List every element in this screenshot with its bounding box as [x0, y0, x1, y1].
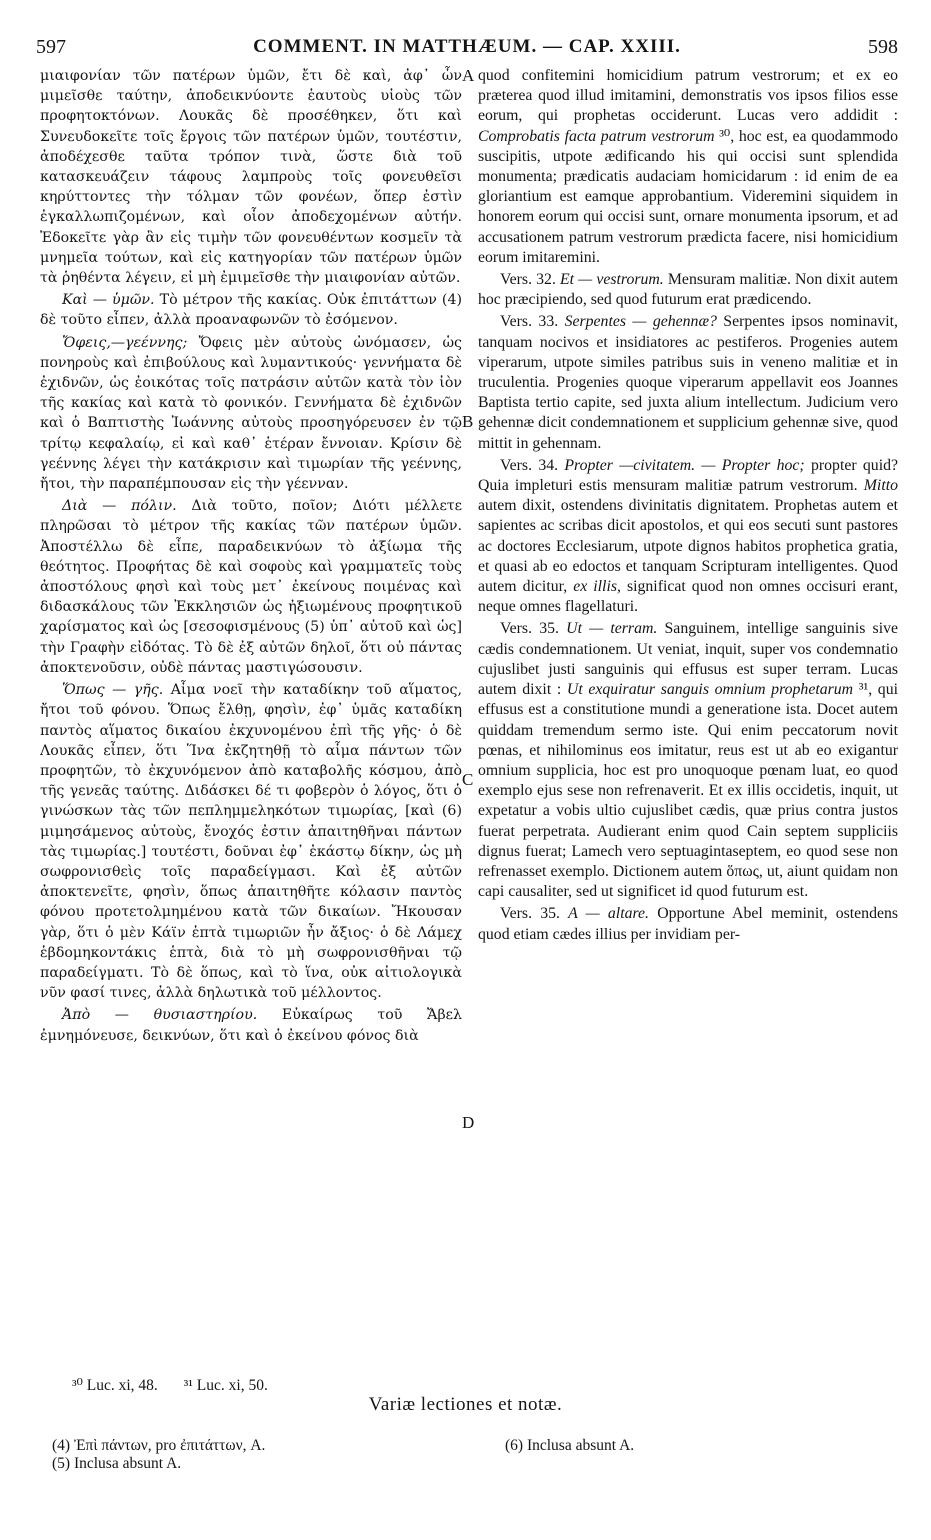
greek-paragraph-4 — [40, 496, 462, 678]
greek-text-6: Εὐκαίρως τοῦ Ἄβελ ἐμνημόνευσε, δεικνύων, ὅτι καὶ ὁ ἐκείνου φόνος διὰ — [40, 1007, 462, 1044]
latin-text-4b: autem dixit, ostendens divinitatis dignitatem. Prophetas autem et sapientes ac scribas dicit apostolos, et qui eos secuti sunt pastores ac doctores Ecclesiarum, utpote dignos habitos prophetica gratia, et quasi ab eo edoctos et tanquam Scripturam intelligentes. Quod autem dicitur, — [478, 497, 898, 596]
footnote-ref-31: ³¹ — [853, 681, 869, 699]
greek-paragraph-1: μιαιφονίαν τῶν πατέρων ὑμῶν, ἔτι δὲ καὶ, ἀφ᾽ ὧν μιμεῖσθε ταύτην, ἀποδεικνύοντε ἑαυτοὺς υἱοὺς τῶν προφητοκτόνων. Λουκᾶς δὲ προσέθηκεν, ὅτι καὶ Συνευδοκεῖτε τοῖς ἔργοις τῶν πατέρων ὑμῶν, τουτέστιν, ἀποδέχεσθε ταῦτα τρόπον τινὰ, ὥστε διὰ τοῦ κατασκευάζειν τάφους λαμπροὺς τοῖς φονευθεῖσι κηρύττοντες τὴν τόλμαν τῶν φονέων, ὅπερ ἐστὶν ἐγκαλλωπιζομένων, καὶ οἷον ἀποδεχομένων αὐτήν. Ἐδοκεῖτε γὰρ ἂν εἰς τιμὴν τῶν φονευθέντων κοσμεῖν τὰ μνημεῖα τούτων, καὶ εἰς κατηγορίαν τῶν πατέρων ὑμῶν τὰ ῥηθέντα λέγειν, εἰ μὴ ἐμιμεῖσθε τὴν μιαιφονίαν αὐτῶν. — [40, 68, 462, 287]
page-number-left: 597 — [36, 36, 66, 58]
latin-paragraph-1 — [478, 66, 898, 268]
latin-vers-6: Vers. 35. — [500, 905, 569, 923]
margin-marker-c: C — [462, 770, 474, 789]
latin-text-6: Opportune Abel meminit, ostendens quod etiam cædes illius per invidiam per- — [478, 905, 898, 943]
greek-lemma-4: Διὰ — πόλιν. — [62, 498, 177, 515]
latin-quote-1: Comprobatis facta patrum vestrorum — [478, 127, 715, 145]
greek-paragraph-6 — [40, 1005, 462, 1045]
greek-paragraph-5 — [40, 680, 462, 1003]
latin-text-2: Mensuram malitiæ. Non dixit autem hoc præcipiendo, sed quod futurum erat prædicendo. — [478, 271, 898, 309]
greek-paragraph-2 — [40, 290, 462, 330]
margin-marker-d: D — [462, 1113, 475, 1132]
greek-text-2: Τὸ μέτρον τῆς κακίας. Οὐκ ἐπιτάττων (4) δὲ τοῦτο εἶπεν, ἀλλὰ προαναφωνῶν τὸ ἐσόμενον. — [40, 292, 462, 329]
page-number-right: 598 — [868, 36, 898, 58]
footnote-30: ³⁰ Luc. xi, 48. — [72, 1377, 158, 1394]
variant-notes-right — [505, 1437, 634, 1455]
latin-text-3: Serpentes ipsos nominavit, tanquam nocivos et insidiatores ac pestiferos. Progenies autem viperarum, utpote similes patribus suis in veneno malitiæ et in truculentia. Progenies quoque viperarum appellavit eos Joannes Baptista tertio capite, sed juxta alium intellectum. Judicium vero gehennæ dicit condemnationem et supplicium gehennæ sive, quod mittit in gehennam. — [478, 313, 898, 452]
latin-paragraph-3 — [478, 312, 898, 453]
latin-lemma-2: Et — vestrorum. — [560, 271, 664, 289]
latin-vers-4: Vers. 34. — [500, 456, 565, 474]
latin-vers-2: Vers. 32. — [500, 271, 561, 289]
latin-text-5b: , qui effusus est a constitutione mundi a generatione ista. Docet autem quiddam tremendum sermo iste. Qui enim peccatorum novit pœnas, et nihilominus eos imitatur, reus est ut ab eo exigantur omnium supplicia, hoc est pro unoquoque pœnam luat, eo quod exemplo ejus sese non refrenaverit. Et ex illis occidetis, inquit, ut expetatur a vobis ultio cujuslibet cædis, quæ prius contra justos fuerat perpetrata. Audierant enim quod Cain septem suppliciis dignus fuerat; Lamech vero septuagintaseptem, eo quod sese non refrenasset exemplo. Dictionem autem ὅπως, ut, aiunt quidam non capi causaliter, sed ut significet id quod futurum est. — [478, 681, 898, 901]
latin-paragraph-2 — [478, 270, 898, 310]
latin-lemma-5: Ut — terram. — [566, 620, 658, 638]
latin-paragraph-5 — [478, 619, 898, 902]
variant-note-5: (5) Inclusa absunt A. — [52, 1455, 182, 1472]
latin-lemma-3: Serpentes — gehennæ? — [564, 313, 717, 331]
latin-lemma-6: A — altare. — [568, 905, 650, 923]
latin-paragraph-6 — [478, 904, 898, 944]
greek-text-3: Ὄφεις μὲν αὐτοὺς ὠνόμασεν, ὡς πονηροὺς καὶ ἐπιβούλους καὶ λυμαντικούς· γεννήματα δὲ ἐχιδνῶν, ὡς ἐοικότας τοῖς πατράσιν αὐτῶν κατὰ τὸν ἰὸν τῆς κακίας καὶ κατὰ τὸ φονικόν. Γεννήματα δὲ ἐχιδνῶν καὶ ὁ Βαπτιστὴς Ἰωάννης αὐτοὺς προσηγόρευσεν ἐν τῷ τρίτῳ κεφαλαίῳ, εἰ καὶ καθ᾽ ἑτέραν ἔννοιαν. Κρίσιν δὲ γεέννης λέγει τὴν κατάκρισιν καὶ τιμωρίαν τῆς γεέννης, ἤτοι, τὴν παραπέμπουσαν εἰς τὴν γέενναν. — [40, 334, 462, 493]
latin-ex-illis: ex illis, — [573, 578, 621, 596]
running-title: COMMENT. IN MATTHÆUM. — CAP. XXIII. — [253, 36, 681, 57]
margin-marker-a: A — [462, 66, 475, 85]
variae-lectiones-heading: Variæ lectiones et notæ. — [368, 1394, 563, 1415]
latin-text-4c: significat quod non omnes occisuri erant, neque omnes flagellaturi. — [478, 578, 898, 616]
greek-lemma-5: Ὅπως — γῆς. — [62, 682, 164, 699]
latin-text-5a: Sanguinem, intellige sanguinis sive cædis condemnationem. Ut veniat, inquit, super vos condemnatio cujuslibet justi sanguinis qui effusus est super terram. Lucas autem dixit : — [478, 620, 898, 699]
latin-vers-5: Vers. 35. — [500, 620, 567, 638]
latin-text-4a: propter quid? Quia impleturi estis mensuram malitiæ patrum vestrorum. — [478, 456, 898, 495]
greek-lemma-6: Ἀπὸ — θυσιαστηρίου. — [62, 1007, 258, 1024]
variant-note-6: (6) Inclusa absunt A. — [505, 1437, 635, 1454]
greek-lemma-3: Ὄφεις,—γεέννης; — [62, 334, 188, 351]
greek-column — [40, 66, 462, 1354]
margin-marker-b: B — [462, 412, 474, 431]
greek-text-5: Αἷμα νοεῖ τὴν καταδίκην τοῦ αἵματος, ἤτοι τοῦ φόνου. Ὅπως ἔλθῃ, φησὶν, ἐφ᾽ ὑμᾶς καταδίκη παντὸς αἵματος δικαίου ἐκχυνομένου ἐπὶ τῆς γῆς· ὁ δὲ Λουκᾶς εἶπεν, ὅτι Ἵνα ἐκζητηθῇ τὸ αἷμα πάντων τῶν προφητῶν, τὸ ἐκχυνόμενον ἀπὸ καταβολῆς κόσμου, ἀπὸ τῆς γενεᾶς ταύτης. Διδάσκει δέ τι φοβερὸν ὁ λόγος, ὅτι ὁ γινώσκων τὰς τῶν πεπλημμεληκότων τιμωρίας, [καὶ (6) μιμησάμενος αὐτοὺς, ἔνοχός ἐστιν ἀπαιτηθῆναι πάντων τὰς τιμωρίας.] τουτέστι, δοῦναι ἐφ᾽ ἑκάστῳ δίκην, ὡς μὴ σωφρονισθεὶς τοῖς παραδείγμασι. Καὶ ἐξ αὐτῶν ἀποκτενεῖτε, φησὶν, ὅπως ἀπαιτηθῆτε κόλασιν παντὸς φόνου προτετολμημένου κατὰ τῶν δικαίων. Ἤκουσαν γὰρ, ὅτι ὁ μὲν Κάϊν ἑπτὰ τιμωριῶν ἦν ἄξιος· ὁ δὲ Λάμεχ ἑβδομηκοντάκις ἑπτὰ, διὰ τὸ μὴ σωφρονισθῆναι τῷ παραδείγματι. Τὸ δὲ ὅπως, καὶ τὸ ἵνα, οὐκ αἰτιολογικὰ νῦν φασί τινες, ἀλλὰ δηλωτικὰ τοῦ μέλλοντος. — [40, 682, 462, 1002]
latin-paragraph-4 — [478, 456, 898, 618]
footnote-ref-30: ³⁰ — [714, 127, 731, 145]
latin-lemma-4: Propter —civitatem. — Propter hoc; — [564, 456, 805, 474]
latin-mitto: Mitto — [863, 477, 898, 495]
latin-column — [478, 66, 898, 1354]
variant-note-4: (4) Ἐπὶ πάντων, pro ἐπιτάττων, A. — [52, 1437, 266, 1454]
greek-lemma-2: Καὶ — ὑμῶν. — [62, 292, 155, 309]
latin-text-1a: quod confitemini homicidium patrum vestrorum; et ex eo præterea quod illud imitamini, demonstratis vos ipsos filios esse eorum, qui prophetas occiderunt. Lucas vero addidit : — [478, 67, 898, 125]
variant-notes-left — [52, 1437, 265, 1473]
latin-text-1b: , hoc est, ea quodammodo suscipitis, utpote ædificando his qui occisi sunt splendida monumenta; prædicatis audaciam homicidarum : id enim de ea gloriantium est eamque approbantium. Videremini siquidem in honorem eorum qui occisi sunt, ornare monumenta ipsorum, et ad accusationem patrum vestrorum prædicta facere, nisi homicidium eorum imitaremini. — [478, 127, 898, 266]
footnote-references — [72, 1376, 268, 1395]
footnote-31: ³¹ Luc. xi, 50. — [183, 1377, 268, 1394]
latin-quote-5: Ut exquiratur sanguis omnium prophetarum — [566, 681, 854, 699]
running-header — [36, 34, 898, 64]
greek-text-4: Διὰ τοῦτο, ποῖον; Διότι μέλλετε πληρῶσαι τὸ μέτρον τῆς κακίας τῶν πατέρων ὑμῶν. Ἀποστέλλω δὲ εἶπε, παραδεικνύων τὸ ἀξίωμα τῆς θεότητος. Προφήτας δὲ καὶ σοφοὺς καὶ γραμματεῖς τοὺς ἀποστόλους φησὶ καὶ τοὺς μετ᾽ ἐκείνους ποιμένας καὶ διδασκάλους τῶν Ἐκκλησιῶν ὡς ἠξιωμένους προφητικοῦ χαρίσματος καὶ ὡς [σεσοφισμένους (5) ὑπ᾽ αὐτοῦ καὶ ὡς] τὴν Γραφὴν εἰδότας. Τὸ δὲ ἐξ αὐτῶν δηλοῖ, ὅτι οὐ πάντας ἀποκτενοῦσιν, οὐδὲ πάντας μαστιγώσουσιν. — [40, 498, 462, 676]
latin-vers-3: Vers. 33. — [500, 313, 565, 331]
greek-paragraph-3 — [40, 333, 462, 495]
